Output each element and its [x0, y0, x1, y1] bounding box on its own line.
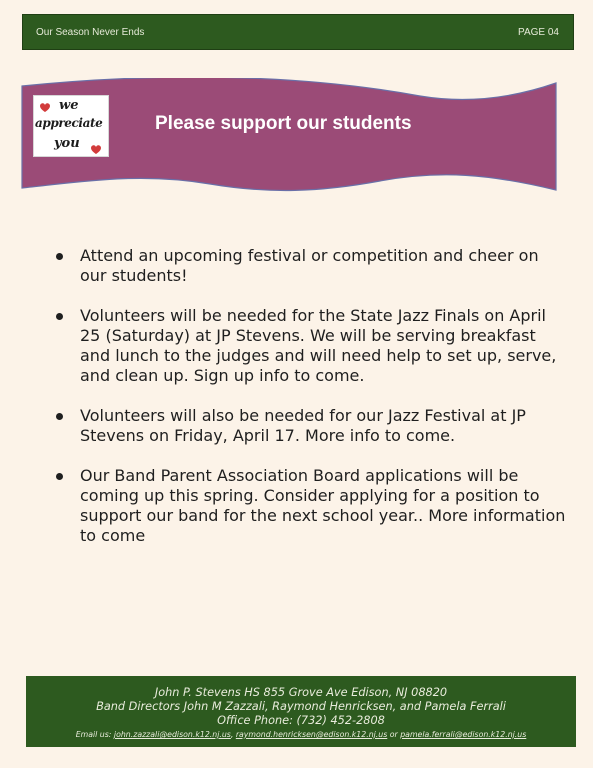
sticker-word-we: we [59, 98, 79, 113]
page-number: PAGE 04 [518, 27, 559, 38]
banner-title: Please support our students [155, 113, 412, 134]
bullet-icon [56, 313, 63, 320]
email-link-ferrali[interactable]: pamela.ferrali@edison.k12.nj.us [400, 730, 527, 739]
school-address: John P. Stevens HS 855 Grove Ave Edison, NJ 08820 [154, 686, 448, 699]
bullet-icon [56, 413, 63, 420]
support-list [56, 246, 566, 566]
we-appreciate-you-sticker [33, 95, 109, 157]
email-label: Email us: [75, 730, 114, 739]
list-item [56, 306, 566, 386]
email-separator: or [387, 730, 401, 739]
header-bar [22, 14, 574, 50]
list-item-text: Volunteers will be needed for the State Jazz Finals on April 25 (Saturday) at JP Stevens. We will be serving breakfast and lunch to the judges and will need help to set up, serve, and clean up. Sign up info to come. [80, 306, 557, 385]
list-item [56, 406, 566, 446]
newsletter-title: Our Season Never Ends [36, 27, 145, 38]
support-banner [20, 78, 560, 196]
heart-icon [40, 103, 50, 112]
heart-icon [91, 145, 101, 154]
contact-footer [26, 676, 576, 747]
list-item-text: Attend an upcoming festival or competition and cheer on our students! [80, 246, 539, 285]
bullet-icon [56, 253, 63, 260]
list-item-text: Our Band Parent Association Board applications will be coming up this spring. Consider applying for a position to support our band for the next school year.. More information to come [80, 466, 566, 545]
email-link-zazzali[interactable]: john.zazzali@edison.k12.nj.us [113, 730, 231, 739]
email-line [26, 728, 576, 742]
office-phone: Office Phone: (732) 452-2808 [217, 714, 385, 727]
list-item [56, 466, 566, 546]
band-directors: Band Directors John M Zazzali, Raymond Henricksen, and Pamela Ferrali [96, 700, 506, 713]
email-link-henricksen[interactable]: raymond.henricksen@edison.k12.nj.us [235, 730, 388, 739]
list-item-text: Volunteers will also be needed for our Jazz Festival at JP Stevens on Friday, April 17. More info to come. [80, 406, 526, 445]
sticker-word-you: you [54, 136, 80, 151]
list-item [56, 246, 566, 286]
bullet-icon [56, 473, 63, 480]
email-separator: , [230, 730, 236, 739]
sticker-word-appreciate: appreciate [35, 116, 103, 130]
